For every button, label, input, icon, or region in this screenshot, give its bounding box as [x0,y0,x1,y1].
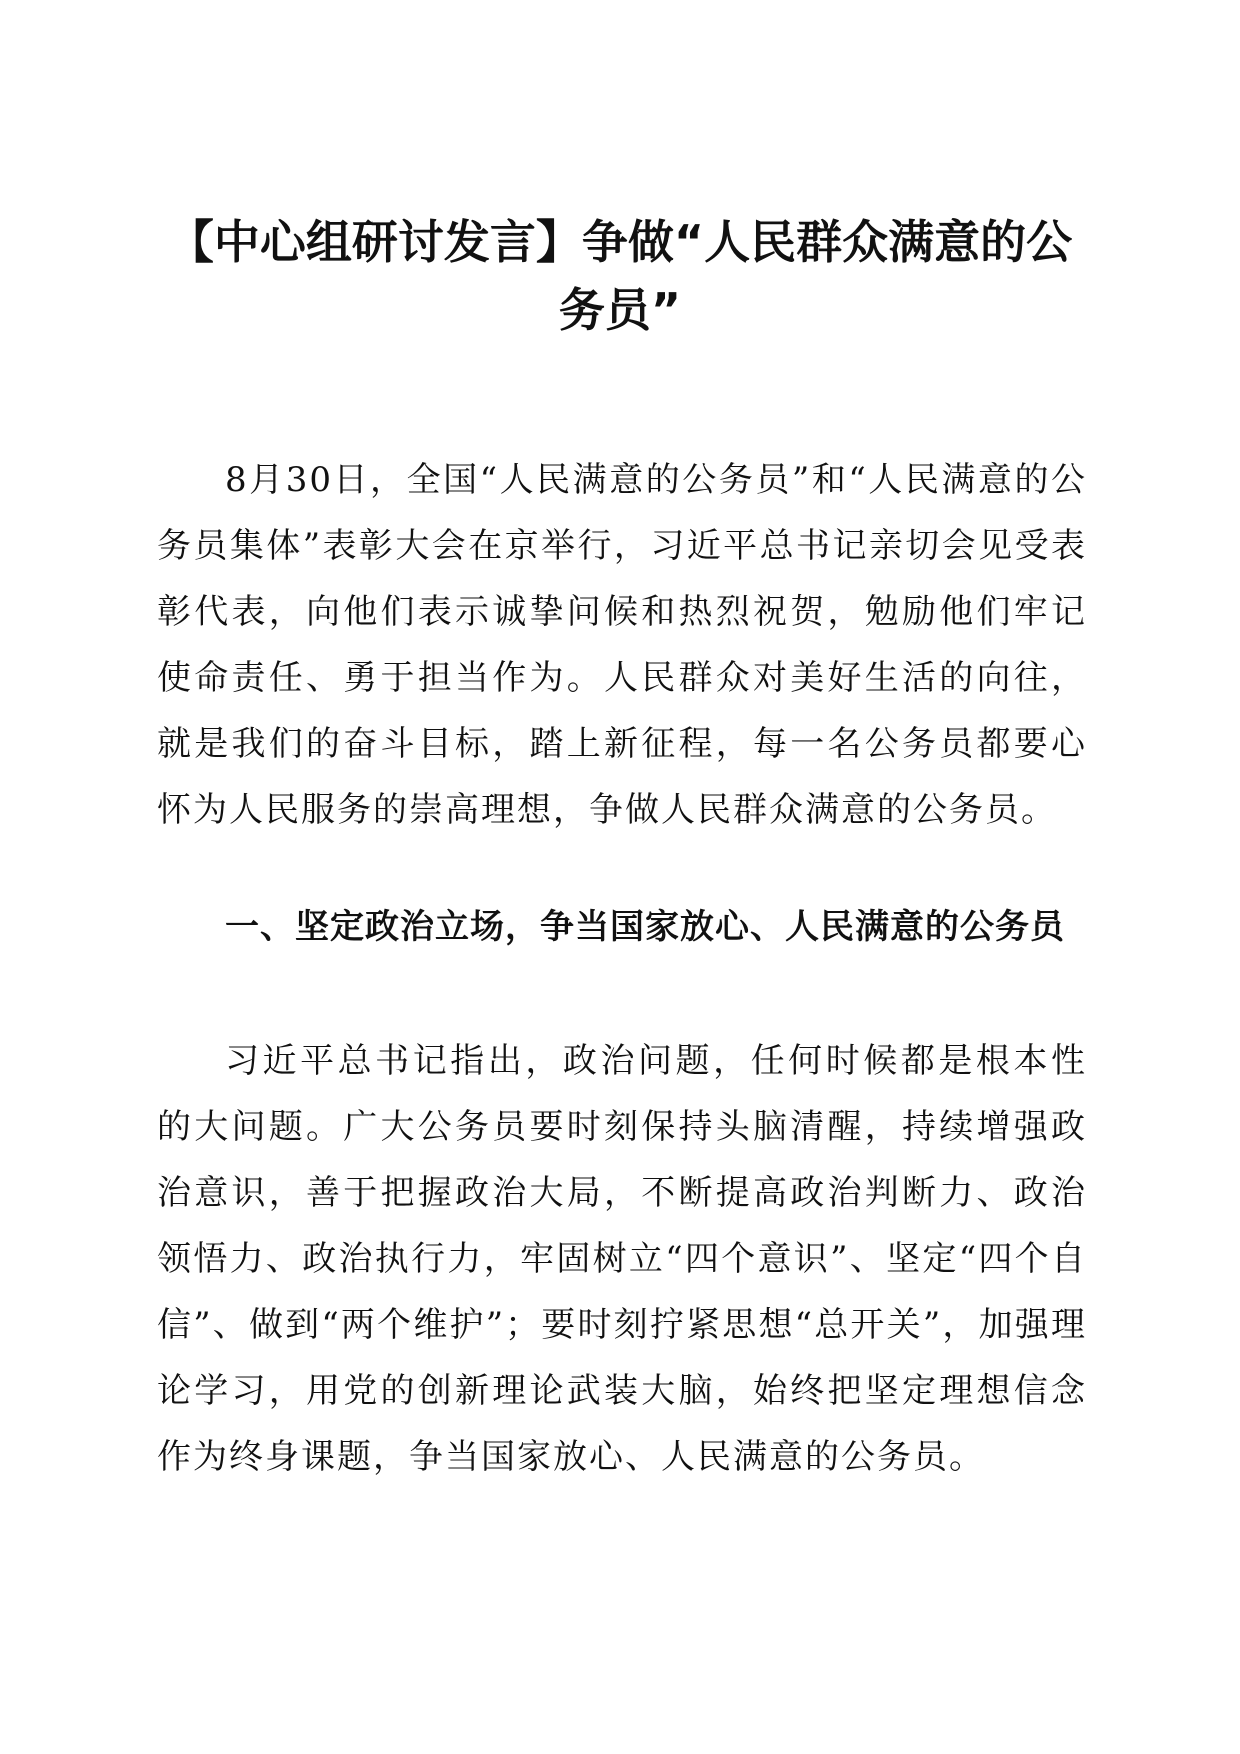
section-body-paragraph: 习近平总书记指出，政治问题，任何时候都是根本性的大问题。广大公务员要时刻保持头脑清醒，持续增强政治意识，善于把握政治大局，不断提高政治判断力、政治领悟力、政治执行力，牢固树立“四个意识”、坚定“四个自信”、做到“两个维护”；要时刻拧紧思想“总开关”，加强理论学习，用党的创新理论武装大脑，始终把坚定理想信念作为终身课题，争当国家放心、人民满意的公务员。 [157,1041,1087,1477]
document-title: 【中心组研讨发言】争做“人民群众满意的公务员” [167,215,1073,337]
intro-paragraph: 8月30日，全国“人民满意的公务员”和“人民满意的公务员集体”表彰大会在京举行，习近平总书记亲切会见受表彰代表，向他们表示诚挚问候和热烈祝贺，勉励他们牢记使命责任、勇于担当作为。人民群众对美好生活的向往，就是我们的奋斗目标，踏上新征程，每一名公务员都要心怀为人民服务的崇高理想，争做人民群众满意的公务员。 [157,460,1087,830]
section-heading: 一、坚定政治立场，争当国家放心、人民满意的公务员 [225,907,1065,947]
